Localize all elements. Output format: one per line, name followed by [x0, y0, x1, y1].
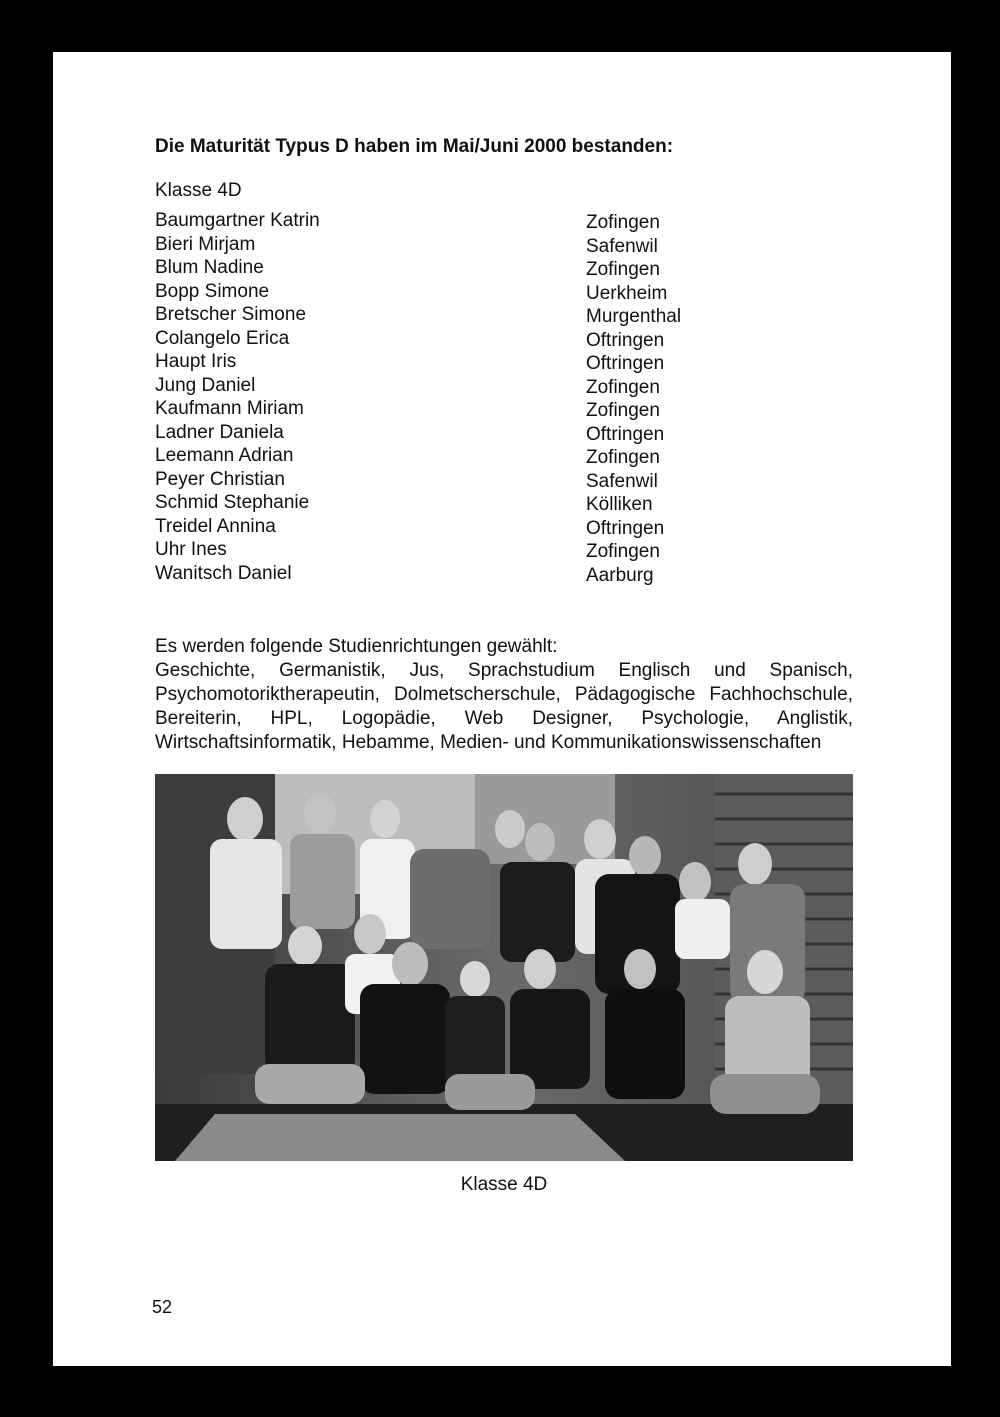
- studies-section: [155, 635, 853, 755]
- class-photo-illustration: [155, 774, 853, 1161]
- graduate-names-list: [155, 209, 535, 585]
- graduate-name: Bieri Mirjam: [155, 233, 256, 255]
- graduate-place: Oftringen: [586, 423, 665, 445]
- graduate-place: Oftringen: [586, 517, 665, 539]
- graduate-name: Bopp Simone: [155, 280, 270, 302]
- document-page: [53, 52, 951, 1366]
- graduate-place: Oftringen: [586, 353, 665, 374]
- graduate-place: Safenwil: [586, 470, 658, 492]
- graduate-name: Bretscher Simone: [155, 304, 307, 325]
- graduate-name: Schmid Stephanie: [155, 492, 310, 513]
- graduate-name: Blum Nadine: [155, 257, 264, 278]
- graduate-place: Zofingen: [586, 541, 660, 562]
- graduate-name: Haupt Iris: [155, 351, 237, 372]
- graduate-name: Jung Daniel: [155, 374, 256, 396]
- graduate-place: Safenwil: [586, 235, 658, 257]
- graduate-name: Peyer Christian: [155, 468, 285, 490]
- graduate-place: Oftringen: [586, 329, 665, 351]
- graduate-name: Uhr Ines: [155, 539, 227, 560]
- graduate-place: Aarburg: [586, 564, 654, 586]
- photo-caption: Klasse 4D: [460, 1174, 548, 1195]
- class-label: Klasse 4D: [155, 180, 242, 201]
- graduate-place: Kölliken: [586, 494, 653, 515]
- graduate-name: Kaufmann Miriam: [155, 398, 304, 419]
- graduate-place: Zofingen: [586, 376, 660, 398]
- class-photo: [155, 774, 853, 1161]
- graduate-places-list: [586, 211, 786, 587]
- graduate-name: Colangelo Erica: [155, 327, 290, 349]
- studies-list: Geschichte, Germanistik, Jus, Sprachstudium Englisch und Spanisch, Psychomotoriktherapeutin, Dolmetscherschule, Pädagogische Fachhochschule, Bereiterin, HPL, Logopädie, Web Designer, Psychologie, Anglistik, Wirtschaftsinformatik, Hebamme, Medien- und Kommunikationswissenschaften: [155, 660, 853, 753]
- page-heading: Die Maturität Typus D haben im Mai/Juni 2000 bestanden:: [155, 136, 674, 157]
- graduate-place: Zofingen: [586, 259, 660, 280]
- graduate-place: Zofingen: [586, 400, 660, 421]
- graduate-place: Zofingen: [586, 447, 660, 468]
- graduate-place: Murgenthal: [586, 306, 682, 327]
- graduate-name: Baumgartner Katrin: [155, 210, 320, 231]
- graduate-name: Wanitsch Daniel: [155, 562, 292, 584]
- graduate-name: Ladner Daniela: [155, 421, 284, 443]
- graduate-name: Treidel Annina: [155, 515, 276, 537]
- graduate-place: Zofingen: [586, 212, 660, 233]
- graduate-name: Leemann Adrian: [155, 445, 294, 466]
- graduate-place: Uerkheim: [586, 282, 668, 304]
- studies-intro: Es werden folgende Studienrichtungen gewählt:: [155, 636, 558, 657]
- page-number: 52: [152, 1297, 173, 1317]
